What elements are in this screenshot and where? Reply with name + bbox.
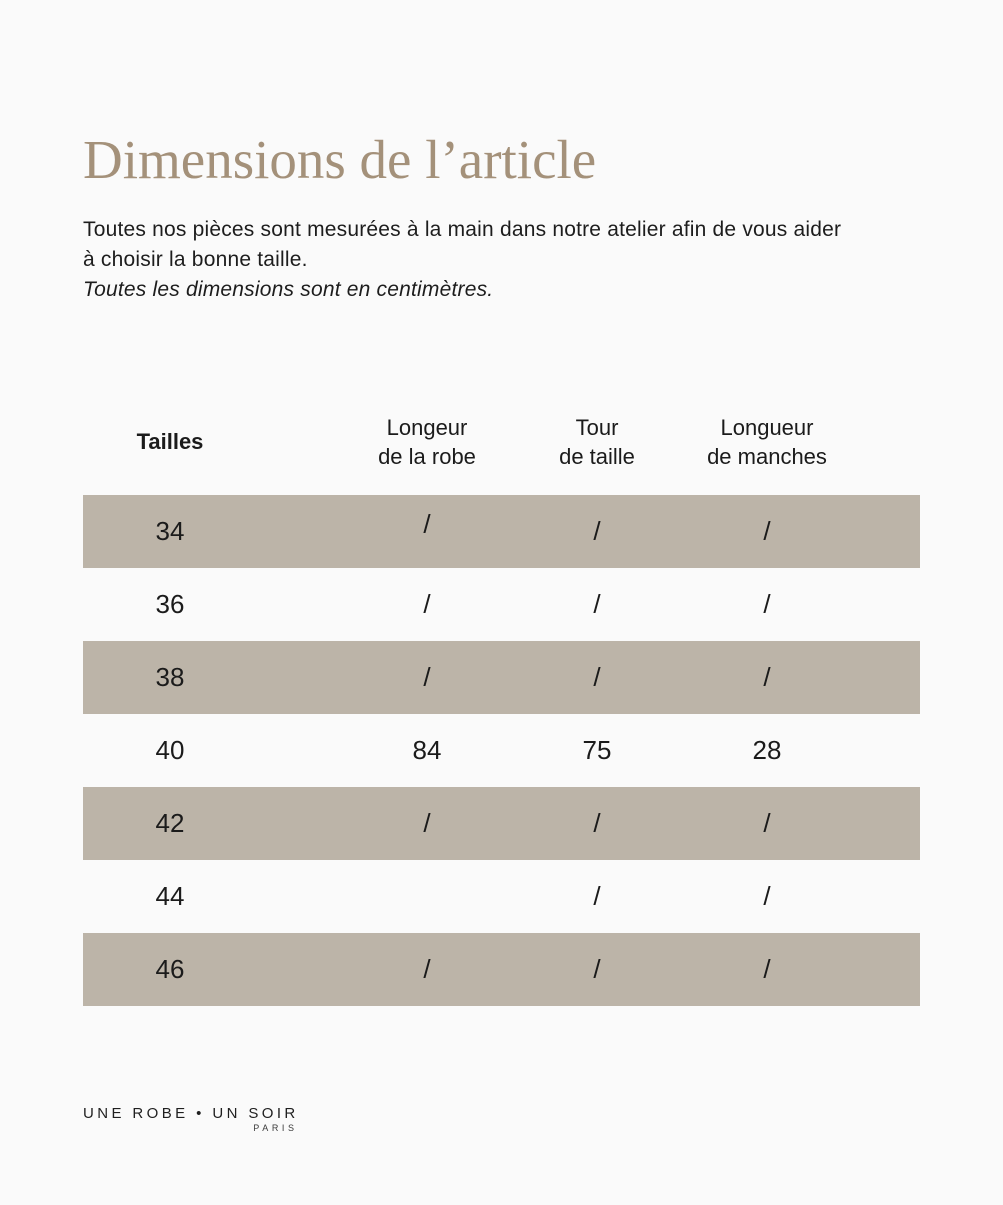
column-header-longeur-robe: Longeur de la robe <box>378 414 476 469</box>
table-row-size-38 <box>83 641 920 714</box>
value-cell: / <box>593 588 601 619</box>
table-row-size-36 <box>83 568 920 641</box>
size-cell: 44 <box>155 880 185 911</box>
column-header-tour-taille: Tour de taille <box>559 414 635 469</box>
size-cell: 34 <box>155 515 185 546</box>
value-cell: 28 <box>752 734 782 765</box>
value-cell: 84 <box>412 734 442 765</box>
size-cell: 42 <box>155 807 185 838</box>
value-cell: / <box>423 953 431 984</box>
size-cell: 38 <box>155 661 185 692</box>
value-cell: / <box>423 807 431 838</box>
brand-logo-city: PARIS <box>253 1122 298 1133</box>
value-cell: / <box>763 880 771 911</box>
value-cell: / <box>423 661 431 692</box>
table-row-size-46 <box>83 933 920 1006</box>
column-header-tailles: Tailles <box>136 429 204 455</box>
size-cell: 40 <box>155 734 185 765</box>
value-cell: / <box>593 953 601 984</box>
brand-logo <box>83 1105 299 1133</box>
value-cell: / <box>593 880 601 911</box>
intro-line-1: Toutes nos pièces sont mesurées à la main dans notre atelier afin de vous aider <box>83 217 842 241</box>
intro-text <box>83 215 920 275</box>
value-cell: / <box>423 588 431 619</box>
table-body <box>83 495 920 1006</box>
value-cell: / <box>423 508 431 539</box>
value-cell: / <box>763 953 771 984</box>
size-cell: 36 <box>155 588 185 619</box>
size-cell: 46 <box>155 953 185 984</box>
table-header-row <box>83 407 920 477</box>
table-row-size-34 <box>83 495 920 568</box>
value-cell: / <box>763 661 771 692</box>
table-row-size-42 <box>83 787 920 860</box>
value-cell: / <box>593 807 601 838</box>
units-note: Toutes les dimensions sont en centimètres. <box>83 277 494 301</box>
page-title: Dimensions de l’article <box>83 129 597 190</box>
column-header-longueur-manches: Longueur de manches <box>707 414 827 469</box>
table-row-size-40 <box>83 714 920 787</box>
brand-logo-wordmark: UNE ROBE • UN SOIR <box>83 1104 299 1122</box>
table-row-size-44 <box>83 860 920 933</box>
value-cell: / <box>763 588 771 619</box>
intro-line-2: à choisir la bonne taille. <box>83 247 308 271</box>
value-cell: 75 <box>582 734 612 765</box>
value-cell: / <box>763 807 771 838</box>
value-cell: / <box>763 515 771 546</box>
value-cell: / <box>593 661 601 692</box>
dimensions-table <box>83 407 920 1006</box>
value-cell: / <box>593 515 601 546</box>
